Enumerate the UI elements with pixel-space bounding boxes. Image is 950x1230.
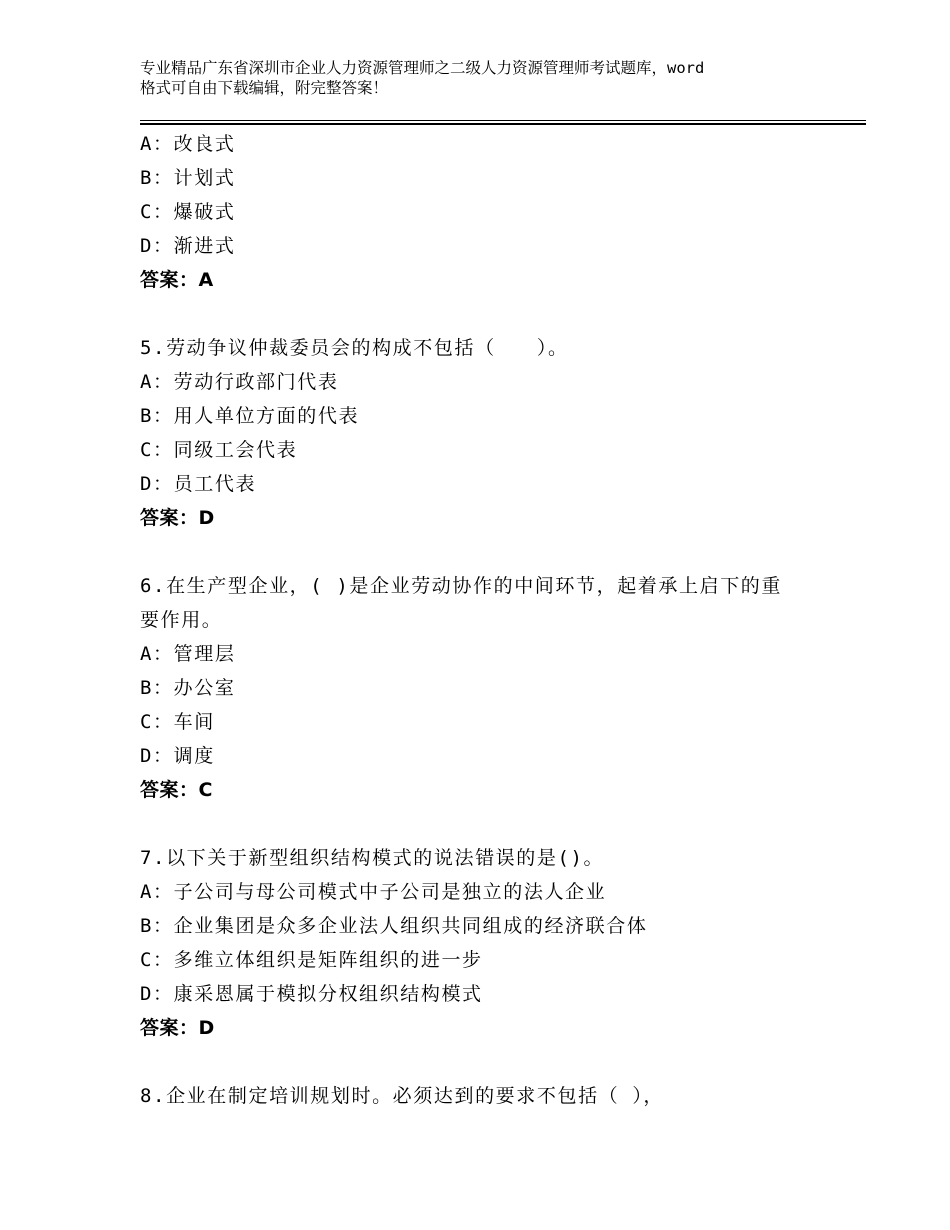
question-text: 5.劳动争议仲裁委员会的构成不包括（ ）。 bbox=[140, 337, 569, 359]
question-6 bbox=[140, 569, 840, 807]
answer: 答案：D bbox=[140, 507, 215, 529]
question-text-line-1: 6.在生产型企业，( )是企业劳动协作的中间环节，起着承上启下的重 bbox=[140, 575, 782, 597]
question-text: 8.企业在制定培训规划时。必须达到的要求不包括（ ）， bbox=[140, 1085, 665, 1107]
question-7 bbox=[140, 841, 840, 1045]
question-5 bbox=[140, 331, 840, 535]
option-c: C：多维立体组织是矩阵组织的进一步 bbox=[140, 949, 483, 971]
option-c: C：车间 bbox=[140, 711, 215, 733]
option-b: B：用人单位方面的代表 bbox=[140, 405, 360, 427]
option-d: D：员工代表 bbox=[140, 473, 257, 495]
option-b: B：计划式 bbox=[140, 167, 236, 189]
option-a: A：子公司与母公司模式中子公司是独立的法人企业 bbox=[140, 881, 607, 903]
header-rule-thin bbox=[140, 120, 866, 121]
option-c: C：爆破式 bbox=[140, 201, 236, 223]
question-4 bbox=[140, 127, 840, 297]
document-header bbox=[140, 58, 840, 98]
question-text-line-2: 要作用。 bbox=[140, 609, 223, 631]
option-d: D：康采恩属于模拟分权组织结构模式 bbox=[140, 983, 483, 1005]
header-rule-thick bbox=[140, 123, 866, 125]
document-body bbox=[140, 127, 840, 1113]
answer: 答案：D bbox=[140, 1017, 215, 1039]
option-b: B：企业集团是众多企业法人组织共同组成的经济联合体 bbox=[140, 915, 648, 937]
option-b: B：办公室 bbox=[140, 677, 236, 699]
question-text: 7.以下关于新型组织结构模式的说法错误的是()。 bbox=[140, 847, 605, 869]
header-line-1: 专业精品广东省深圳市企业人力资源管理师之二级人力资源管理师考试题库，word bbox=[140, 59, 705, 77]
option-a: A：改良式 bbox=[140, 133, 236, 155]
option-d: D：渐进式 bbox=[140, 235, 236, 257]
option-a: A：管理层 bbox=[140, 643, 236, 665]
header-line-2: 格式可自由下载编辑，附完整答案！ bbox=[140, 79, 389, 97]
option-d: D：调度 bbox=[140, 745, 215, 767]
option-a: A：劳动行政部门代表 bbox=[140, 371, 339, 393]
question-8 bbox=[140, 1079, 840, 1113]
option-c: C：同级工会代表 bbox=[140, 439, 298, 461]
answer: 答案：C bbox=[140, 779, 213, 801]
answer: 答案：A bbox=[140, 269, 214, 291]
